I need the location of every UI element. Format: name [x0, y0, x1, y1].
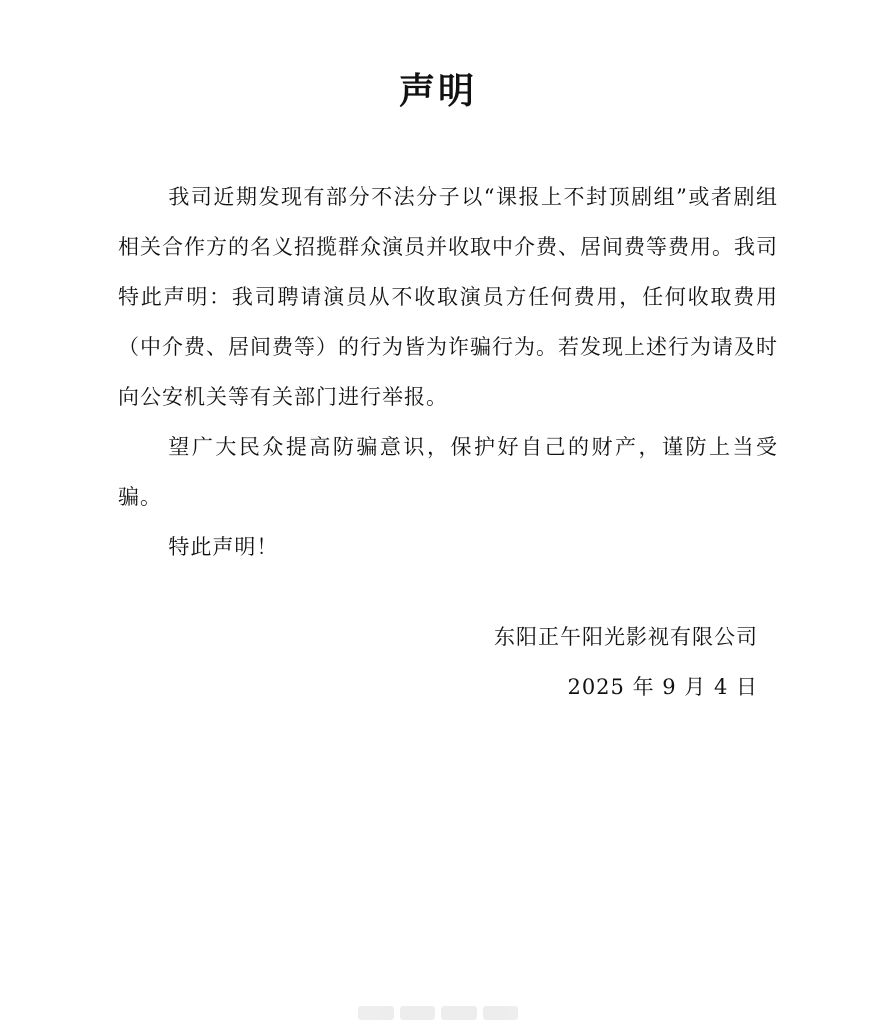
watermark-mark: [441, 1006, 477, 1020]
watermark-mark: [483, 1006, 519, 1020]
company-name: 东阳正午阳光影视有限公司: [494, 625, 758, 649]
document-date: 2025 年 9 月 4 日: [567, 675, 758, 699]
paragraph-closing: 特此声明！: [168, 535, 279, 559]
watermark: [358, 1004, 518, 1022]
watermark-mark: [400, 1006, 436, 1020]
paragraph-notice: 我司近期发现有部分不法分子以“课报上不封顶剧组”或者剧组相关合作方的名义招揽群众演员并收取中介费、居间费等费用。我司特此声明：我司聘请演员从不收取演员方任何费用，任何收取费用（中介费、居间费等）的行为皆为诈骗行为。若发现上述行为请及时向公安机关等有关部门进行举报。: [118, 185, 778, 409]
document-body: [118, 172, 778, 572]
paragraph-warning: 望广大民众提高防骗意识，保护好自己的财产，谨防上当受骗。: [118, 435, 778, 509]
document-title: 声明: [398, 71, 477, 112]
watermark-mark: [358, 1006, 394, 1020]
signature-block: [494, 612, 758, 712]
